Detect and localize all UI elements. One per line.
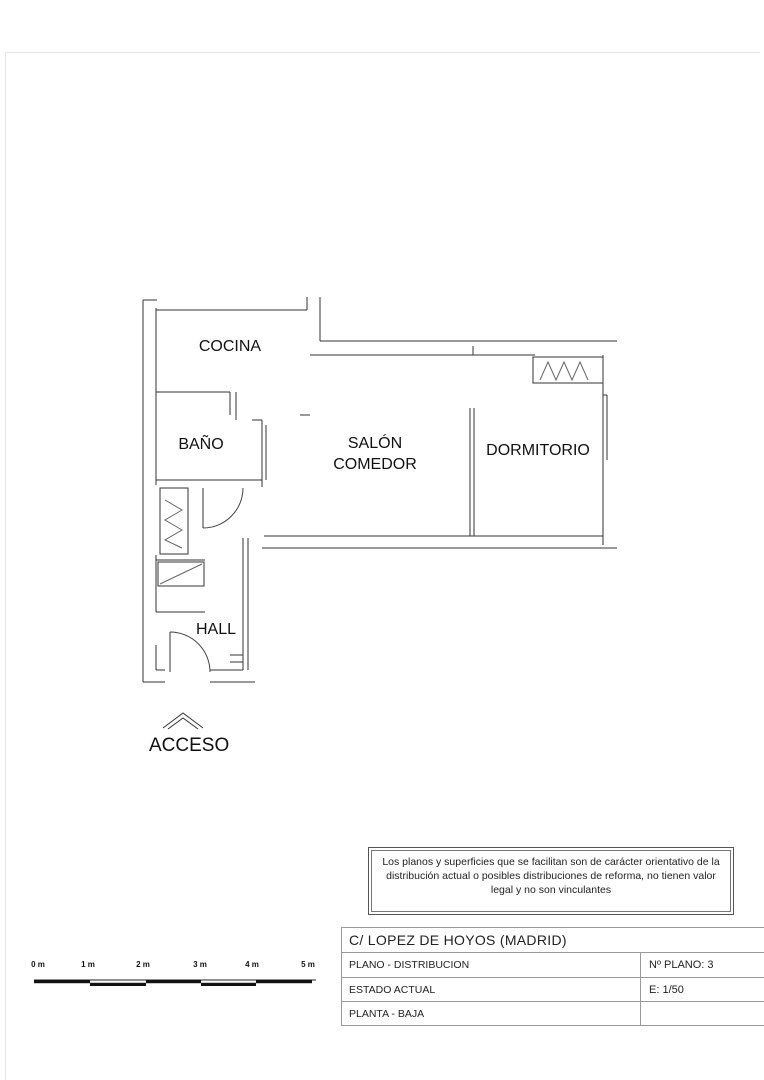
scale-label-5: 5 m [301, 960, 315, 969]
room-label-hall: HALL [195, 621, 237, 638]
planta-text: PLANTA - BAJA [341, 1002, 641, 1025]
address-text: C/ LOPEZ DE HOYOS (MADRID) [349, 932, 567, 948]
room-label-cocina: COCINA [198, 338, 262, 355]
scale-label-4: 4 m [245, 960, 259, 969]
access-label: ACCESO [149, 735, 230, 756]
title-block-left-border [341, 927, 342, 1026]
scale-bar [30, 960, 330, 1000]
room-label-salon: SALÓN [347, 435, 403, 452]
title-row-planta [341, 1002, 764, 1026]
disclaimer-box [368, 847, 734, 915]
scale-bar-graphic [30, 960, 330, 1000]
plano-text: PLANO - DISTRIBUCION [341, 953, 641, 977]
disclaimer-text: Los planos y superficies que se facilitan son de carácter orientativo de la distribución actual o posibles distribuciones de reforma, no tienen valor legal y no son vinculantes [371, 850, 731, 912]
scale-label-2: 2 m [136, 960, 150, 969]
room-label-dormitorio: DORMITORIO [486, 442, 590, 459]
scale-label-0: 0 m [31, 960, 45, 969]
estado-text: ESTADO ACTUAL [341, 978, 641, 1001]
title-row-estado [341, 978, 764, 1002]
scale-label-3: 3 m [193, 960, 207, 969]
title-row-plano [341, 953, 764, 978]
escala-text: E: 1/50 [649, 983, 684, 996]
plano-number: Nº PLANO: 3 [649, 959, 714, 971]
room-label-comedor: COMEDOR [333, 456, 417, 473]
title-row-address [341, 927, 764, 953]
scale-label-1: 1 m [81, 960, 95, 969]
title-block [341, 927, 764, 1027]
room-label-bano: BAÑO [178, 436, 224, 453]
